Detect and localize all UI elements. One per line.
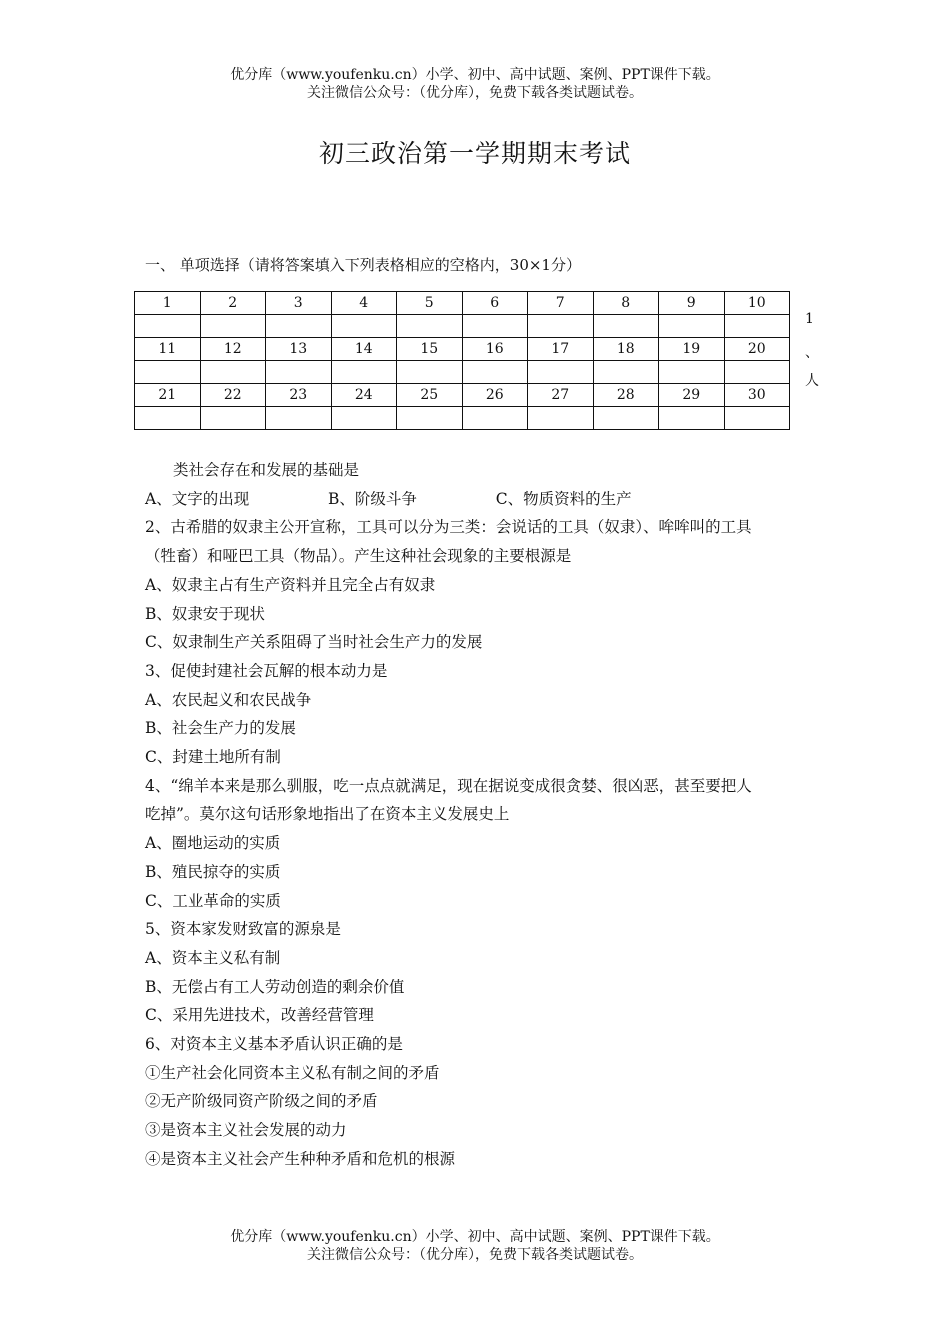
text-line: 4、“绵羊本来是那么驯服，吃一点点就满足，现在据说变成很贪婪、很凶恶，甚至要把人: [145, 776, 752, 795]
cell: 10: [724, 292, 790, 315]
text-line: A、文字的出现 B、阶级斗争 C、物质资料的生产: [145, 489, 632, 508]
text-line: ②无产阶级同资产阶级之间的矛盾: [145, 1092, 378, 1111]
question-body: [145, 456, 815, 1174]
cell: 2: [200, 292, 266, 315]
section-heading: 一、 单项选择（请将答案填入下列表格相应的空格内，30×1分）: [145, 256, 581, 274]
text-line: C、封建土地所有制: [145, 748, 281, 767]
answer-cell[interactable]: [331, 361, 397, 384]
cell: 9: [659, 292, 725, 315]
cell: 14: [331, 338, 397, 361]
text-line: 2、古希腊的奴隶主公开宣称，工具可以分为三类：会说话的工具（奴隶）、哞哞叫的工具: [145, 518, 752, 537]
cell: 1: [135, 292, 201, 315]
text-line: A、奴隶主占有生产资料并且完全占有奴隶: [145, 575, 436, 594]
text-line: ④是资本主义社会产生种种矛盾和危机的根源: [145, 1149, 456, 1168]
answer-table: [134, 291, 790, 430]
cell: 18: [593, 338, 659, 361]
text-line: B、奴隶安于现状: [145, 604, 265, 623]
cell: 12: [200, 338, 266, 361]
text-line: 5、资本家发财致富的源泉是: [145, 920, 341, 939]
table-row-answers-3: [135, 407, 790, 430]
text-line: B、社会生产力的发展: [145, 719, 296, 738]
answer-cell[interactable]: [593, 315, 659, 338]
cell: 6: [462, 292, 528, 315]
header-line-2: 关注微信公众号：（优分库），免费下载各类试题试卷。: [307, 85, 643, 101]
text-line: B、殖民掠夺的实质: [145, 862, 281, 881]
text-line: C、奴隶制生产关系阻碍了当时社会生产力的发展: [145, 633, 483, 652]
page-title: 初三政治第一学期期末考试: [318, 139, 631, 168]
answer-cell[interactable]: [266, 315, 332, 338]
cell: 8: [593, 292, 659, 315]
answer-cell[interactable]: [266, 407, 332, 430]
cell: 25: [397, 384, 463, 407]
answer-cell[interactable]: [397, 315, 463, 338]
answer-cell[interactable]: [200, 361, 266, 384]
text-line: C、采用先进技术，改善经营管理: [145, 1006, 374, 1025]
answer-cell[interactable]: [659, 315, 725, 338]
cell: 3: [266, 292, 332, 315]
answer-cell[interactable]: [593, 407, 659, 430]
answer-cell[interactable]: [397, 407, 463, 430]
answer-cell[interactable]: [659, 407, 725, 430]
answer-cell[interactable]: [200, 315, 266, 338]
answer-cell[interactable]: [528, 407, 594, 430]
answer-cell[interactable]: [135, 407, 201, 430]
cell: 26: [462, 384, 528, 407]
cell: 16: [462, 338, 528, 361]
answer-cell[interactable]: [724, 315, 790, 338]
cell: 4: [331, 292, 397, 315]
cell: 15: [397, 338, 463, 361]
header-line-1: 优分库（www.youfenku.cn）小学、初中、高中试题、案例、PPT课件下载。: [230, 67, 720, 83]
answer-cell[interactable]: [135, 361, 201, 384]
answer-cell[interactable]: [200, 407, 266, 430]
cell: 29: [659, 384, 725, 407]
table-row-numbers-1: [135, 292, 790, 315]
answer-cell[interactable]: [331, 315, 397, 338]
cell: 7: [528, 292, 594, 315]
cell: 24: [331, 384, 397, 407]
page-header: [0, 66, 950, 102]
answer-cell[interactable]: [462, 315, 528, 338]
table-row-answers-1: [135, 315, 790, 338]
cell: 23: [266, 384, 332, 407]
text-line: A、圈地运动的实质: [145, 834, 281, 853]
page-footer: [0, 1228, 950, 1264]
cell: 19: [659, 338, 725, 361]
text-line: ①生产社会化同资本主义私有制之间的矛盾: [145, 1063, 440, 1082]
text-line: B、无偿占有工人劳动创造的剩余价值: [145, 977, 405, 996]
cell: 28: [593, 384, 659, 407]
cell: 21: [135, 384, 201, 407]
footer-line-2: 关注微信公众号：（优分库），免费下载各类试题试卷。: [307, 1247, 643, 1263]
text-line: 类社会存在和发展的基础是: [173, 461, 360, 479]
cell: 5: [397, 292, 463, 315]
text-line: A、农民起义和农民战争: [145, 690, 312, 709]
answer-cell[interactable]: [331, 407, 397, 430]
text-line: 吃掉”。莫尔这句话形象地指出了在资本主义发展史上: [145, 805, 510, 824]
table-row-answers-2: [135, 361, 790, 384]
text-line: 3、促使封建社会瓦解的根本动力是: [145, 661, 388, 680]
text-line: 6、对资本主义基本矛盾认识正确的是: [145, 1035, 403, 1054]
side-text-3: 人: [805, 373, 819, 389]
answer-cell[interactable]: [462, 361, 528, 384]
answer-cell[interactable]: [724, 407, 790, 430]
text-line: ③是资本主义社会发展的动力: [145, 1121, 347, 1140]
cell: 27: [528, 384, 594, 407]
cell: 22: [200, 384, 266, 407]
side-text-2: 、: [805, 345, 819, 361]
answer-cell[interactable]: [266, 361, 332, 384]
table-row-numbers-3: [135, 384, 790, 407]
answer-cell[interactable]: [528, 315, 594, 338]
cell: 17: [528, 338, 594, 361]
table-row-numbers-2: [135, 338, 790, 361]
answer-cell[interactable]: [724, 361, 790, 384]
answer-cell[interactable]: [659, 361, 725, 384]
text-line: （牲畜）和哑巴工具（物品）。产生这种社会现象的主要根源是: [145, 547, 572, 566]
cell: 20: [724, 338, 790, 361]
text-line: A、资本主义私有制: [145, 948, 281, 967]
text-line: C、工业革命的实质: [145, 891, 281, 910]
answer-cell[interactable]: [462, 407, 528, 430]
answer-cell[interactable]: [397, 361, 463, 384]
answer-cell[interactable]: [135, 315, 201, 338]
answer-cell[interactable]: [528, 361, 594, 384]
side-text-1: 1: [805, 311, 814, 327]
answer-cell[interactable]: [593, 361, 659, 384]
footer-line-1: 优分库（www.youfenku.cn）小学、初中、高中试题、案例、PPT课件下载。: [230, 1229, 720, 1245]
cell: 11: [135, 338, 201, 361]
cell: 30: [724, 384, 790, 407]
cell: 13: [266, 338, 332, 361]
